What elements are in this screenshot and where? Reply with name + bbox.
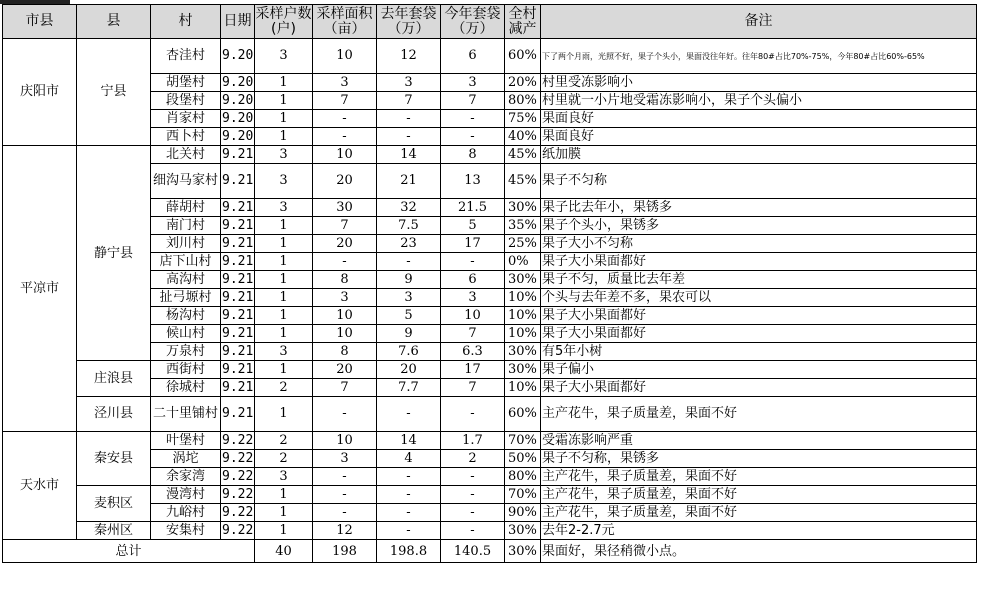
cell-area: 7 — [313, 217, 377, 235]
cell-last-year: 14 — [377, 146, 441, 164]
cell-village: 北关村 — [151, 146, 221, 164]
cell-this-year: 3 — [441, 289, 505, 307]
cell-village: 扯弓塬村 — [151, 289, 221, 307]
cell-note: 纸加膜 — [541, 146, 977, 164]
header-city: 市县 — [3, 5, 77, 39]
cell-this-year: 6 — [441, 39, 505, 74]
cell-date: 9.21 — [222, 254, 254, 269]
cell-area: - — [313, 253, 377, 271]
cell-area: 10 — [313, 146, 377, 164]
table-row — [3, 39, 977, 74]
cell-area: 8 — [313, 271, 377, 289]
cell-last-year: 7 — [377, 92, 441, 110]
cell-date: 9.20 — [222, 111, 254, 126]
group-county: 麦积区 — [77, 486, 151, 522]
cell-households: 3 — [255, 199, 313, 217]
cell-households: 1 — [255, 522, 313, 540]
cell-area: 3 — [313, 74, 377, 92]
cell-area: 20 — [313, 361, 377, 379]
cell-village: 万泉村 — [151, 343, 221, 361]
cell-village: 九峪村 — [151, 504, 221, 522]
cell-date: 9.21 — [222, 380, 254, 395]
cell-this-year: - — [441, 128, 505, 146]
cell-last-year: - — [377, 253, 441, 271]
cell-note: 果子不匀称 — [541, 164, 977, 199]
cell-note: 果子大小果面都好 — [541, 325, 977, 343]
cell-date: 9.21 — [222, 308, 254, 323]
cell-households: 3 — [255, 343, 313, 361]
cell-village: 胡堡村 — [151, 74, 221, 92]
cell-households: 3 — [255, 164, 313, 199]
cell-area: - — [313, 128, 377, 146]
total-this-year: 140.5 — [441, 540, 505, 563]
group-county: 泾川县 — [77, 397, 151, 432]
cell-note: 果子大小果面都好 — [541, 253, 977, 271]
cell-reduction: 30% — [505, 361, 541, 379]
group-city: 平凉市 — [3, 146, 77, 432]
cell-reduction: 70% — [505, 486, 541, 504]
cell-this-year: - — [441, 522, 505, 540]
cell-reduction: 70% — [505, 432, 541, 450]
cell-date: 9.21 — [222, 236, 254, 251]
table-row — [3, 486, 977, 504]
cell-note: 果子个头小，果锈多 — [541, 217, 977, 235]
cell-reduction: 90% — [505, 504, 541, 522]
cell-households: 1 — [255, 128, 313, 146]
cell-area: 20 — [313, 164, 377, 199]
cell-last-year: - — [377, 486, 441, 504]
cell-this-year: 8 — [441, 146, 505, 164]
cell-last-year: - — [377, 397, 441, 432]
header-last-year: 去年套袋（万） — [377, 5, 441, 39]
cell-reduction: 60% — [505, 39, 541, 74]
cell-village: 杨沟村 — [151, 307, 221, 325]
cell-date: 9.22 — [222, 487, 254, 502]
cell-households: 3 — [255, 146, 313, 164]
cell-reduction: 30% — [505, 271, 541, 289]
cell-date: 9.22 — [222, 523, 254, 538]
cell-note: 果子比去年小，果锈多 — [541, 199, 977, 217]
cell-last-year: 5 — [377, 307, 441, 325]
cell-households: 1 — [255, 235, 313, 253]
group-county: 静宁县 — [77, 146, 151, 361]
cell-this-year: 10 — [441, 307, 505, 325]
cell-village: 二十里铺村 — [151, 397, 221, 432]
group-county: 秦安县 — [77, 432, 151, 486]
table-row — [3, 146, 977, 164]
header-households: 采样户数(户) — [255, 5, 312, 37]
cell-area: 7 — [313, 379, 377, 397]
cell-this-year: 1.7 — [441, 432, 505, 450]
group-county: 庄浪县 — [77, 361, 151, 397]
cell-date: 9.20 — [222, 129, 254, 144]
cell-village: 余家湾 — [151, 468, 221, 486]
group-city: 庆阳市 — [3, 39, 77, 146]
cell-last-year: 7.5 — [377, 217, 441, 235]
cell-reduction: 10% — [505, 307, 541, 325]
cell-this-year: - — [441, 397, 505, 432]
cell-date: 9.21 — [221, 397, 255, 432]
header-row — [3, 5, 977, 39]
cell-last-year: 3 — [377, 289, 441, 307]
cell-reduction: 45% — [505, 146, 541, 164]
header-village: 村 — [151, 5, 221, 39]
cell-area: 20 — [313, 235, 377, 253]
header-note: 备注 — [541, 5, 977, 39]
cell-this-year: - — [441, 253, 505, 271]
table-row — [3, 522, 977, 540]
cell-last-year: 7.6 — [377, 343, 441, 361]
cell-this-year: 13 — [441, 164, 505, 199]
table-row — [3, 397, 977, 432]
cell-village: 叶堡村 — [151, 432, 221, 450]
cell-area: 10 — [313, 432, 377, 450]
cell-note: 果子大小果面都好 — [541, 379, 977, 397]
cell-date: 9.21 — [222, 272, 254, 287]
cell-reduction: 50% — [505, 450, 541, 468]
cell-date: 9.22 — [222, 505, 254, 520]
cell-households: 1 — [255, 74, 313, 92]
cell-households: 1 — [255, 217, 313, 235]
cell-this-year: 3 — [441, 74, 505, 92]
cell-note: 受霜冻影响严重 — [541, 432, 977, 450]
cell-reduction: 40% — [505, 128, 541, 146]
cell-village: 段堡村 — [151, 92, 221, 110]
cell-last-year: 32 — [377, 199, 441, 217]
cell-date: 9.22 — [222, 469, 254, 484]
cell-households: 3 — [255, 468, 313, 486]
cell-date: 9.21 — [222, 147, 254, 162]
cell-note: 村里受冻影响小 — [541, 74, 977, 92]
cell-village: 安集村 — [151, 522, 221, 540]
cell-reduction: 30% — [505, 343, 541, 361]
cell-households: 1 — [255, 110, 313, 128]
group-county: 秦州区 — [77, 522, 151, 540]
cell-this-year: 6.3 — [441, 343, 505, 361]
total-households: 40 — [255, 540, 313, 563]
total-area: 198 — [313, 540, 377, 563]
table-row — [3, 361, 977, 379]
cell-village: 薛胡村 — [151, 199, 221, 217]
cell-this-year: 5 — [441, 217, 505, 235]
cell-note: 果子大小不匀称 — [541, 235, 977, 253]
cell-note: 主产花牛，果子质量差，果面不好 — [541, 397, 977, 432]
cell-village: 细沟马家村 — [151, 164, 221, 199]
cell-last-year: - — [377, 522, 441, 540]
cell-households: 1 — [255, 325, 313, 343]
table-row — [3, 432, 977, 450]
group-county: 宁县 — [77, 39, 151, 146]
total-label: 总计 — [3, 540, 255, 563]
cell-note: 果子偏小 — [541, 361, 977, 379]
cell-reduction: 80% — [505, 468, 541, 486]
cell-this-year: 2 — [441, 450, 505, 468]
cell-note: 去年2-2.7元 — [541, 522, 977, 540]
cell-households: 1 — [255, 504, 313, 522]
cell-note: 果子大小果面都好 — [541, 307, 977, 325]
cell-village: 店下山村 — [151, 253, 221, 271]
cell-households: 1 — [255, 307, 313, 325]
cell-this-year: 7 — [441, 325, 505, 343]
cell-last-year: 12 — [377, 39, 441, 74]
cell-reduction: 10% — [505, 289, 541, 307]
group-city: 天水市 — [3, 432, 77, 540]
cell-this-year: 7 — [441, 92, 505, 110]
total-last-year: 198.8 — [377, 540, 441, 563]
cell-households: 3 — [255, 39, 313, 74]
total-note: 果面好，果径稍微小点。 — [541, 540, 977, 563]
cell-reduction: 0% — [505, 253, 541, 271]
cell-households: 1 — [255, 397, 313, 432]
cell-note: 果子不匀，质量比去年差 — [541, 271, 977, 289]
cell-note: 村里就一小片地受霜冻影响小，果子个头偏小 — [541, 92, 977, 110]
cell-area: 30 — [313, 199, 377, 217]
cell-note: 果面良好 — [541, 110, 977, 128]
cell-village: 涡坨 — [151, 450, 221, 468]
cell-households: 2 — [255, 450, 313, 468]
cell-area: 12 — [313, 522, 377, 540]
cell-note: 下了两个月雨，光照不好，果子个头小，果面没往年好。往年80#占比70%-75%，今年80#占比60%-65% — [541, 39, 977, 74]
cell-last-year: - — [377, 128, 441, 146]
cell-last-year: - — [377, 468, 441, 486]
cell-households: 1 — [255, 271, 313, 289]
cell-date: 9.21 — [222, 218, 254, 233]
cell-note: 果子不匀称，果锈多 — [541, 450, 977, 468]
cell-this-year: 21.5 — [441, 199, 505, 217]
cell-area: 10 — [313, 325, 377, 343]
cell-reduction: 75% — [505, 110, 541, 128]
cell-area: 10 — [313, 307, 377, 325]
cell-this-year: 17 — [441, 361, 505, 379]
cell-note: 有5年小树 — [541, 343, 977, 361]
cell-date: 9.21 — [222, 290, 254, 305]
cell-area: - — [313, 468, 377, 486]
cell-this-year: - — [441, 468, 505, 486]
cell-reduction: 80% — [505, 92, 541, 110]
cell-date: 9.21 — [222, 344, 254, 359]
cell-village: 候山村 — [151, 325, 221, 343]
cell-reduction: 10% — [505, 379, 541, 397]
cell-village: 肖家村 — [151, 110, 221, 128]
cell-this-year: - — [441, 110, 505, 128]
cell-households: 2 — [255, 432, 313, 450]
cell-reduction: 35% — [505, 217, 541, 235]
cell-reduction: 25% — [505, 235, 541, 253]
cell-households: 2 — [255, 379, 313, 397]
cell-reduction: 45% — [505, 164, 541, 199]
cell-last-year: - — [377, 110, 441, 128]
cell-date: 9.20 — [222, 93, 254, 108]
cell-this-year: - — [441, 486, 505, 504]
cell-last-year: 21 — [377, 164, 441, 199]
cell-village: 漫湾村 — [151, 486, 221, 504]
cell-village: 杏洼村 — [151, 39, 221, 74]
cell-date: 9.20 — [222, 75, 254, 90]
cell-area: - — [313, 397, 377, 432]
total-reduction: 30% — [505, 540, 541, 563]
cell-area: 8 — [313, 343, 377, 361]
cell-households: 1 — [255, 289, 313, 307]
cell-area: 3 — [313, 289, 377, 307]
orchard-survey-table — [2, 4, 977, 563]
cell-households: 1 — [255, 486, 313, 504]
cell-last-year: 9 — [377, 325, 441, 343]
header-date: 日期 — [221, 5, 255, 39]
cell-note: 主产花牛，果子质量差，果面不好 — [541, 504, 977, 522]
cell-this-year: 17 — [441, 235, 505, 253]
header-this-year: 今年套袋（万） — [441, 5, 505, 39]
cell-area: - — [313, 110, 377, 128]
cell-reduction: 30% — [505, 522, 541, 540]
cell-note: 个头与去年差不多，果农可以 — [541, 289, 977, 307]
cell-reduction: 30% — [505, 199, 541, 217]
cell-date: 9.21 — [222, 362, 254, 377]
cell-area: - — [313, 504, 377, 522]
cell-households: 1 — [255, 92, 313, 110]
cell-last-year: 14 — [377, 432, 441, 450]
header-area: 采样面积（亩） — [313, 5, 377, 39]
cell-last-year: 9 — [377, 271, 441, 289]
cell-this-year: 7 — [441, 379, 505, 397]
cell-households: 1 — [255, 253, 313, 271]
cell-last-year: 3 — [377, 74, 441, 92]
cell-note: 主产花牛，果子质量差，果面不好 — [541, 486, 977, 504]
cell-date: 9.21 — [222, 200, 254, 215]
cell-village: 西卜村 — [151, 128, 221, 146]
cell-note: 主产花牛，果子质量差，果面不好 — [541, 468, 977, 486]
cell-last-year: 23 — [377, 235, 441, 253]
cell-village: 徐城村 — [151, 379, 221, 397]
cell-village: 高沟村 — [151, 271, 221, 289]
cell-village: 刘川村 — [151, 235, 221, 253]
cell-date: 9.22 — [222, 433, 254, 448]
cell-reduction: 10% — [505, 325, 541, 343]
header-county: 县 — [77, 5, 151, 39]
cell-area: 7 — [313, 92, 377, 110]
cell-reduction: 60% — [505, 397, 541, 432]
cell-date: 9.21 — [222, 326, 254, 341]
cell-last-year: 4 — [377, 450, 441, 468]
cell-area: 3 — [313, 450, 377, 468]
cell-village: 南门村 — [151, 217, 221, 235]
cell-last-year: 7.7 — [377, 379, 441, 397]
cell-note: 果面良好 — [541, 128, 977, 146]
header-reduction: 全村减产 — [505, 5, 541, 39]
cell-reduction: 20% — [505, 74, 541, 92]
cell-households: 1 — [255, 361, 313, 379]
cell-last-year: 20 — [377, 361, 441, 379]
cell-last-year: - — [377, 504, 441, 522]
cell-village: 西街村 — [151, 361, 221, 379]
cell-area: 10 — [313, 39, 377, 74]
total-row — [3, 540, 977, 563]
cell-date: 9.20 — [221, 39, 255, 74]
cell-date: 9.21 — [221, 164, 255, 199]
cell-area: - — [313, 486, 377, 504]
cell-this-year: - — [441, 504, 505, 522]
cell-this-year: 6 — [441, 271, 505, 289]
cell-date: 9.22 — [222, 451, 254, 466]
